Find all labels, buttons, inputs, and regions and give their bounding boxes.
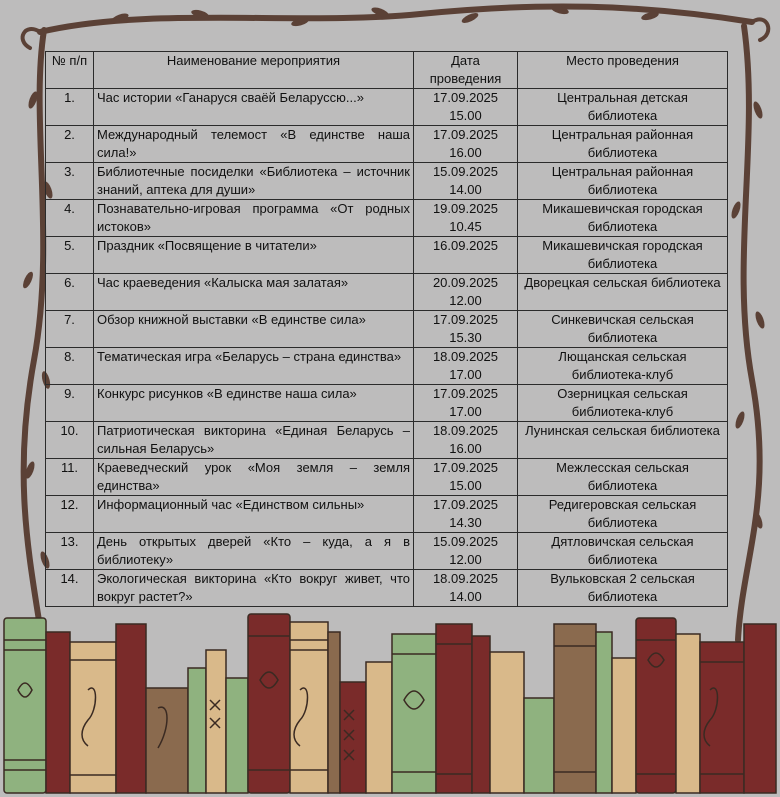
- event-date: [414, 348, 518, 385]
- event-name: Краеведческий урок «Моя земля – земля единства»: [94, 459, 414, 496]
- bookshelf-illustration: [0, 608, 780, 797]
- event-name: Библиотечные посиделки «Библиотека – источник знаний, аптека для души»: [94, 163, 414, 200]
- event-name: Международный телемост «В единстве наша сила!»: [94, 126, 414, 163]
- event-date-day: 19.09.2025: [432, 201, 499, 216]
- table-row: [46, 496, 728, 533]
- event-date-day: 15.09.2025: [432, 534, 499, 549]
- event-date-day: 18.09.2025: [432, 423, 499, 438]
- event-date-day: 17.09.2025: [432, 312, 499, 327]
- table-row: [46, 459, 728, 496]
- event-date: [414, 274, 518, 311]
- event-date-day: 15.09.2025: [432, 164, 499, 179]
- table-row: [46, 533, 728, 570]
- table-row: [46, 237, 728, 274]
- event-date: [414, 89, 518, 126]
- event-date-day: 18.09.2025: [432, 349, 499, 364]
- row-number: 4.: [46, 200, 94, 237]
- header-num: № п/п: [46, 52, 94, 89]
- event-date: [414, 533, 518, 570]
- event-date-day: 17.09.2025: [432, 460, 499, 475]
- event-name: Час краеведения «Калыска мая залатая»: [94, 274, 414, 311]
- row-number: 5.: [46, 237, 94, 274]
- event-date-day: 16.09.2025: [432, 238, 499, 253]
- table-row: [46, 163, 728, 200]
- row-number: 12.: [46, 496, 94, 533]
- row-number: 1.: [46, 89, 94, 126]
- event-name: Информационный час «Единством сильны»: [94, 496, 414, 533]
- event-time: 14.00: [449, 182, 482, 197]
- event-time: 17.00: [449, 404, 482, 419]
- row-number: 11.: [46, 459, 94, 496]
- event-place: Вульковская 2 сельская библиотека: [518, 570, 728, 607]
- event-name: День открытых дверей «Кто – куда, а я в библиотеку»: [94, 533, 414, 570]
- event-place: Редигеровская сельская библиотека: [518, 496, 728, 533]
- event-name: Тематическая игра «Беларусь – страна единства»: [94, 348, 414, 385]
- event-time: 15.00: [449, 108, 482, 123]
- event-date-day: 17.09.2025: [432, 497, 499, 512]
- table-row: [46, 348, 728, 385]
- event-time: 14.30: [449, 515, 482, 530]
- event-date-day: 20.09.2025: [432, 275, 499, 290]
- event-date: [414, 200, 518, 237]
- row-number: 7.: [46, 311, 94, 348]
- event-date-day: 17.09.2025: [432, 90, 499, 105]
- event-date: [414, 570, 518, 607]
- event-date: [414, 459, 518, 496]
- row-number: 8.: [46, 348, 94, 385]
- row-number: 10.: [46, 422, 94, 459]
- row-number: 14.: [46, 570, 94, 607]
- table-row: [46, 126, 728, 163]
- event-place: Лющанская сельская библиотека-клуб: [518, 348, 728, 385]
- event-name: Обзор книжной выставки «В единстве сила»: [94, 311, 414, 348]
- event-date-day: 18.09.2025: [432, 571, 499, 586]
- header-date: Дата проведения: [414, 52, 518, 89]
- event-time: 16.00: [449, 441, 482, 456]
- event-time: 17.00: [449, 367, 482, 382]
- row-number: 6.: [46, 274, 94, 311]
- table-row: [46, 570, 728, 607]
- table-row: [46, 422, 728, 459]
- row-number: 3.: [46, 163, 94, 200]
- event-name: Познавательно-игровая программа «От родных истоков»: [94, 200, 414, 237]
- event-name: Конкурс рисунков «В единстве наша сила»: [94, 385, 414, 422]
- event-place: Лунинская сельская библиотека: [518, 422, 728, 459]
- row-number: 9.: [46, 385, 94, 422]
- event-name: Праздник «Посвящение в читатели»: [94, 237, 414, 274]
- event-date: [414, 163, 518, 200]
- event-date: [414, 126, 518, 163]
- table-row: [46, 385, 728, 422]
- event-name: Час истории «Ганаруся сваёй Беларуссю...»: [94, 89, 414, 126]
- event-place: Межлесская сельская библиотека: [518, 459, 728, 496]
- event-time: 12.00: [449, 293, 482, 308]
- event-place: Микашевичская городская библиотека: [518, 237, 728, 274]
- event-date-day: 17.09.2025: [432, 127, 499, 142]
- event-time: 14.00: [449, 589, 482, 604]
- event-place: Дворецкая сельская библиотека: [518, 274, 728, 311]
- header-name: Наименование мероприятия: [94, 52, 414, 89]
- event-place: Синкевичская сельская библиотека: [518, 311, 728, 348]
- event-time: 15.00: [449, 478, 482, 493]
- event-date: [414, 422, 518, 459]
- event-place: Озерницкая сельская библиотека-клуб: [518, 385, 728, 422]
- table-row: [46, 89, 728, 126]
- event-place: Центральная районная библиотека: [518, 126, 728, 163]
- event-name: Патриотическая викторина «Единая Беларусь – сильная Беларусь»: [94, 422, 414, 459]
- event-time: 10.45: [449, 219, 482, 234]
- table-row: [46, 200, 728, 237]
- event-name: Экологическая викторина «Кто вокруг живет, что вокруг растет?»: [94, 570, 414, 607]
- event-date: [414, 237, 518, 274]
- event-place: Микашевичская городская библиотека: [518, 200, 728, 237]
- event-time: 12.00: [449, 552, 482, 567]
- event-place: Центральная районная библиотека: [518, 163, 728, 200]
- event-date: [414, 385, 518, 422]
- event-date-day: 17.09.2025: [432, 386, 499, 401]
- event-place: Дятловичская сельская библиотека: [518, 533, 728, 570]
- event-time: 15.30: [449, 330, 482, 345]
- row-number: 13.: [46, 533, 94, 570]
- event-date: [414, 496, 518, 533]
- table-row: [46, 274, 728, 311]
- events-table: [45, 51, 728, 607]
- event-date: [414, 311, 518, 348]
- header-place: Место проведения: [518, 52, 728, 89]
- event-place: Центральная детская библиотека: [518, 89, 728, 126]
- row-number: 2.: [46, 126, 94, 163]
- table-row: [46, 311, 728, 348]
- event-time: 16.00: [449, 145, 482, 160]
- table-header-row: [46, 52, 728, 89]
